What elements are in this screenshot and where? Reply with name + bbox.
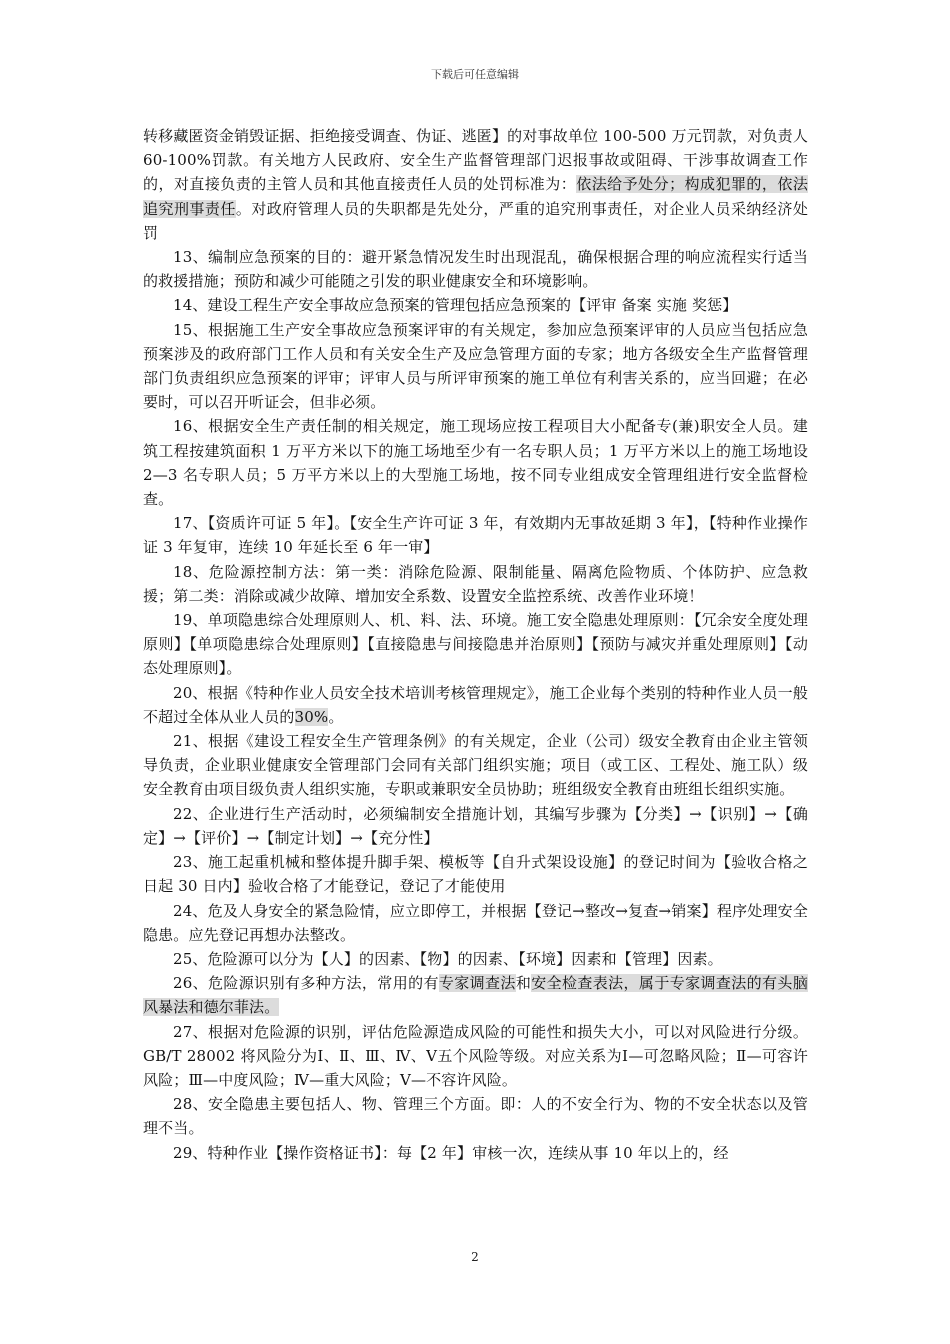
paragraph-p29 <box>143 1141 808 1165</box>
highlighted-text: 安全检查表法，属于专家调查法的有头脑风暴法和德尔菲法。 <box>143 974 808 1017</box>
paragraph-p18 <box>143 560 808 608</box>
paragraph-text: 25、危险源可以分为【人】的因素、【物】的因素、【环境】因素和【管理】因素。 <box>173 949 723 968</box>
paragraph-p14 <box>143 293 808 317</box>
highlighted-text: 专家调查法 <box>438 974 516 993</box>
paragraph-text: 18、危险源控制方法：第一类：消除危险源、限制能量、隔离危险物质、个体防护、应急救援；第二类：消除或减少故障、增加安全系数、设置安全监控系统、改善作业环境！ <box>143 562 808 605</box>
paragraph-p13 <box>143 245 808 293</box>
paragraph-text: 19、单项隐患综合处理原则人、机、料、法、环境。施工安全隐患处理原则：【冗余安全度处理原则】【单项隐患综合处理原则】【直接隐患与间接隐患并治原则】【预防与减灾并重处理原则】【动态处理原则】。 <box>143 611 808 678</box>
paragraph-text: 26、危险源识别有多种方法，常用的有 <box>173 974 439 993</box>
paragraph-text: 22、企业进行生产活动时，必须编制安全措施计划，其编写步骤为【分类】→【识别】→【确定】→【评价】→【制定计划】→【充分性】 <box>143 804 808 847</box>
paragraph-text: 13、编制应急预案的目的：避开紧急情况发生时出现混乱，确保根据合理的响应流程实行适当的救援措施；预防和减少可能随之引发的职业健康安全和环境影响。 <box>143 248 808 291</box>
page-number: 2 <box>471 1250 479 1264</box>
paragraph-text: 20、根据《特种作业人员安全技术培训考核管理规定》，施工企业每个类别的特种作业人员一般不超过全体从业人员的 <box>143 683 808 726</box>
paragraph-p22 <box>143 802 808 850</box>
paragraph-p19 <box>143 608 808 681</box>
paragraph-p21 <box>143 729 808 802</box>
paragraph-text: 。 <box>328 707 344 726</box>
paragraph-text: 27、根据对危险源的识别，评估危险源造成风险的可能性和损失大小，可以对风险进行分级。GB/T 28002 将风险分为Ⅰ、Ⅱ、Ⅲ、Ⅳ、Ⅴ五个风险等级。对应关系为Ⅰ—可忽略风险；Ⅱ—可容许风险；Ⅲ—中度风险；Ⅳ—重大风险；Ⅴ—不容许风险。 <box>143 1022 808 1089</box>
paragraph-text: 17、【资质许可证 5 年】。【安全生产许可证 3 年，有效期内无事故延期 3 年】，【特种作业操作证 3 年复审，连续 10 年延长至 6 年一审】 <box>143 514 808 557</box>
paragraph-text: 。对政府管理人员的失职都是先处分，严重的追究刑事责任，对企业人员采纳经济处罚 <box>143 199 808 242</box>
paragraph-text: 14、建设工程生产安全事故应急预案的管理包括应急预案的【评审 备案 实施 奖惩】 <box>173 296 738 315</box>
page-header: 下载后可任意编辑 <box>431 68 519 81</box>
paragraph-p26 <box>143 971 808 1019</box>
highlighted-text: 依法给予处分；构成犯罪的，依法追究刑事责任 <box>143 175 808 218</box>
paragraph-text: 21、根据《建设工程安全生产管理条例》的有关规定，企业（公司）级安全教育由企业主管领导负责，企业职业健康安全管理部门会同有关部门组织实施；项目（或工区、工程处、施工队）级安全教育由项目级负责人组织实施，专职或兼职安全员协助；班组级安全教育由班组长组织实施。 <box>143 732 808 799</box>
highlighted-text: 30% <box>294 707 329 726</box>
paragraph-p0 <box>143 124 808 245</box>
paragraph-text: 28、安全隐患主要包括人、物、管理三个方面。即：人的不安全行为、物的不安全状态以及管理不当。 <box>143 1095 808 1138</box>
paragraph-p17 <box>143 511 808 559</box>
paragraph-p15 <box>143 318 808 415</box>
document-body <box>143 124 808 1165</box>
paragraph-p24 <box>143 899 808 947</box>
paragraph-text: 24、危及人身安全的紧急险情，应立即停工，并根据【登记→整改→复查→销案】程序处理安全隐患。应先登记再想办法整改。 <box>143 901 808 944</box>
paragraph-text: 15、根据施工生产安全事故应急预案评审的有关规定，参加应急预案评审的人员应当包括应急预案涉及的政府部门工作人员和有关安全生产及应急管理方面的专家；地方各级安全生产监督管理部门负责组织应急预案的评审；评审人员与所评审预案的施工单位有利害关系的，应当回避；在必要时，可以召开听证会，但非必须。 <box>143 320 808 412</box>
paragraph-text: 16、根据安全生产责任制的相关规定，施工现场应按工程项目大小配备专(兼)职安全人员。建筑工程按建筑面积 1 万平方米以下的施工场地至少有一名专职人员；1 万平方米以上的施工场地设 2—3 名专职人员；5 万平方米以上的大型施工场地，按不同专业组成安全管理组进行安全监督检查。 <box>143 417 808 509</box>
paragraph-text: 23、施工起重机械和整体提升脚手架、模板等【自升式架设设施】的登记时间为【验收合格之日起 30 日内】验收合格了才能登记，登记了才能使用 <box>143 853 808 896</box>
paragraph-p28 <box>143 1092 808 1140</box>
paragraph-text: 转移藏匿资金销毁证据、拒绝接受调查、伪证、逃匿】的对事故单位 100-500 万元罚款，对负责人 60-100%罚款。有关地方人民政府、安全生产监督管理部门迟报事故或阻碍、干涉事故调查工作的，对直接负责的主管人员和其他直接责任人员的处罚标准为： <box>143 127 808 194</box>
paragraph-p23 <box>143 850 808 898</box>
paragraph-p27 <box>143 1020 808 1093</box>
paragraph-text: 29、特种作业【操作资格证书】：每【2 年】审核一次，连续从事 10 年以上的，经 <box>173 1143 729 1162</box>
paragraph-p16 <box>143 414 808 511</box>
paragraph-p25 <box>143 947 808 971</box>
paragraph-text: 和 <box>515 974 532 993</box>
paragraph-p20 <box>143 681 808 729</box>
